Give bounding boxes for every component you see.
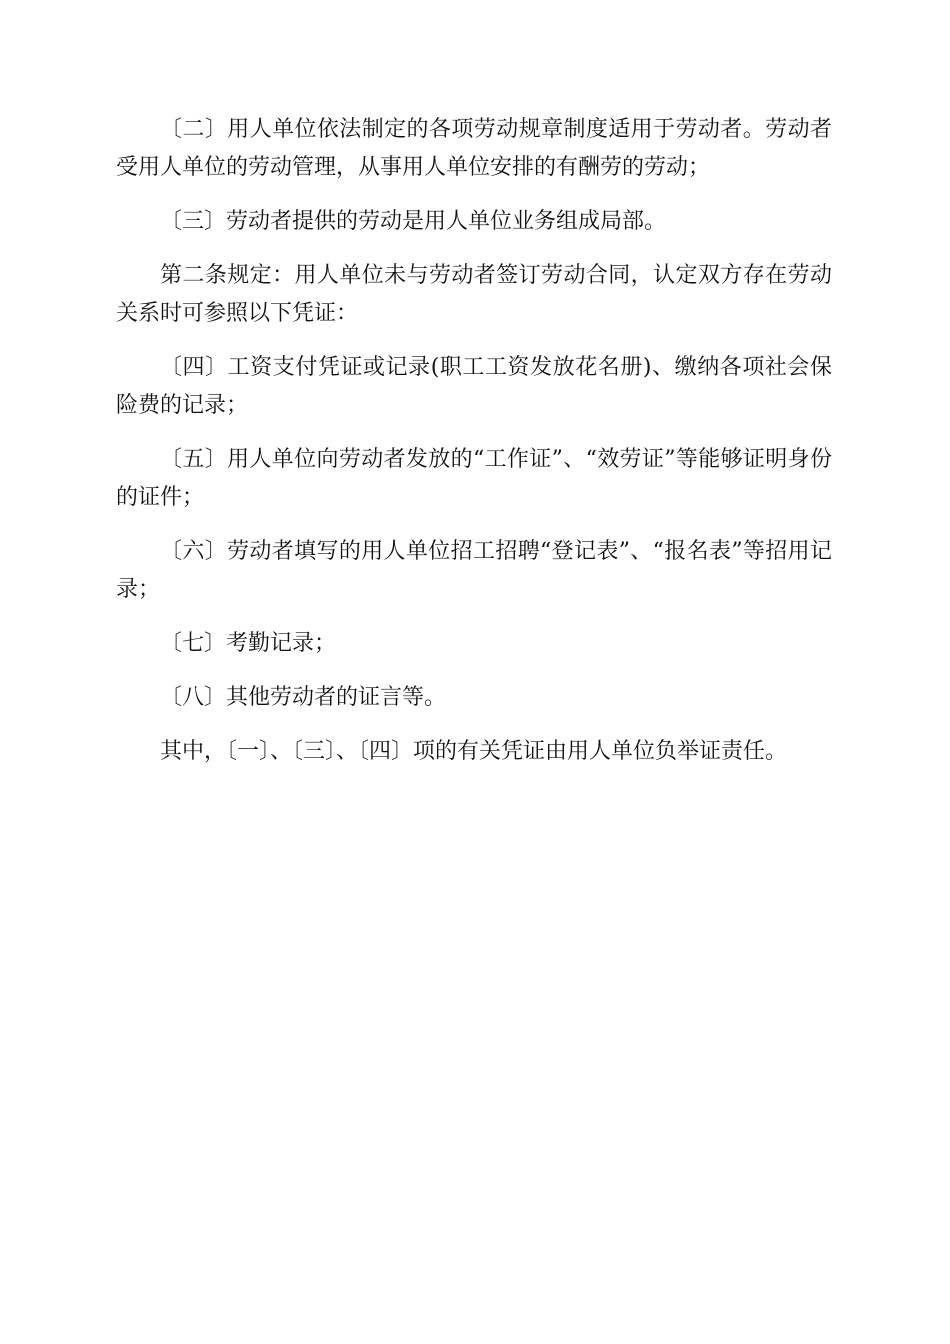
paragraph-item-3: 〔三〕劳动者提供的劳动是用人单位业务组成局部。 bbox=[160, 209, 667, 234]
paragraph-article-2: 第二条规定：用人单位未与劳动者签订劳动合同，认定双方存在劳动关系时可参照以下凭证： bbox=[116, 263, 832, 326]
paragraph-burden-of-proof: 其中，〔一〕、〔三〕、〔四〕项的有关凭证由用人单位负举证责任。 bbox=[160, 739, 788, 764]
paragraph-item-4: 〔四〕工资支付凭证或记录(职工工资发放花名册)、缴纳各项社会保险费的记录； bbox=[116, 355, 832, 418]
document-body bbox=[116, 111, 832, 787]
paragraph-item-7: 〔七〕考勤记录； bbox=[160, 631, 337, 656]
paragraph-item-5: 〔五〕用人单位向劳动者发放的“工作证”、“效劳证”等能够证明身份的证件； bbox=[116, 447, 832, 510]
paragraph-item-2: 〔二〕用人单位依法制定的各项劳动规章制度适用于劳动者。劳动者受用人单位的劳动管理，从事用人单位安排的有酬劳的劳动； bbox=[116, 117, 832, 180]
paragraph-item-6: 〔六〕劳动者填写的用人单位招工招聘“登记表”、“报名表”等招用记录； bbox=[116, 539, 832, 602]
paragraph-item-8: 〔八〕其他劳动者的证言等。 bbox=[160, 685, 447, 710]
